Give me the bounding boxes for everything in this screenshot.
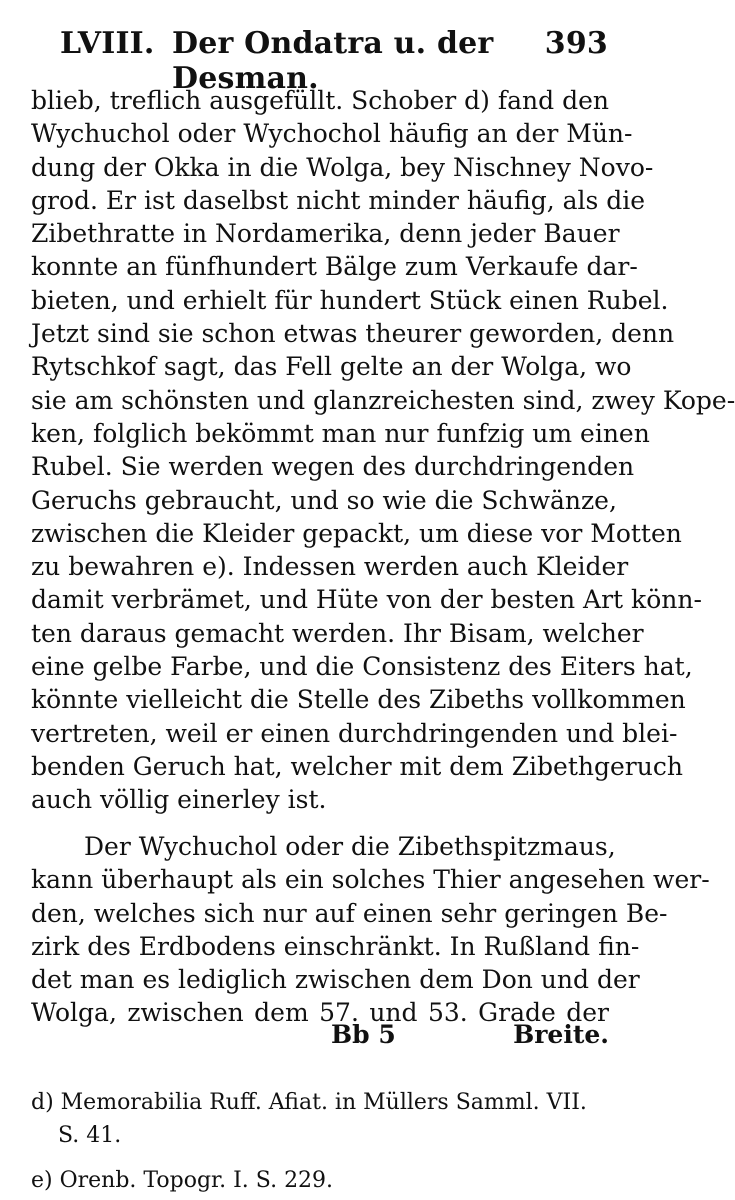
footnotes (31, 1086, 609, 1197)
catchword: Breite. (513, 1020, 609, 1049)
text-line: sie am schönsten und glanzreichesten sind, zwey Kope- (31, 385, 735, 415)
text-line: benden Geruch hat, welcher mit dem Zibethgeruch (31, 751, 683, 781)
text-line: Zibethratte in Nordamerika, denn jeder Bauer (31, 219, 620, 249)
text-line: den, welches sich nur auf einen sehr geringen Be- (31, 898, 668, 928)
text-line: könnte vielleicht die Stelle des Zibeths vollkommen (31, 685, 686, 715)
signature-mark: Bb 5 (331, 1020, 396, 1049)
text-line: zwischen die Kleider gepackt, um diese vor Motten (31, 518, 682, 548)
text-line: vertreten, weil er einen durchdringenden und blei- (31, 718, 678, 748)
text-line: det man es lediglich zwischen dem Don und der (31, 965, 640, 995)
text-line: Geruchs gebraucht, und so wie die Schwänze, (31, 485, 617, 515)
text-line: auch völlig einerley ist. (31, 785, 327, 815)
text-line: ten daraus gemacht werden. Ihr Bisam, welcher (31, 618, 644, 648)
text-line: Wolga, zwischen dem 57. und 53. Grade der (31, 998, 609, 1028)
text-line: Jetzt sind sie schon etwas theurer geworden, denn (31, 319, 675, 349)
running-title: Der Ondatra u. der Desman. (172, 26, 494, 96)
text-line: eine gelbe Farbe, und die Consistenz des Eiters hat, (31, 652, 693, 682)
footnote-d: d) Memorabilia Ruff. Afiat. in Müllers Samml. VII. (31, 1090, 587, 1115)
text-line: kann überhaupt als ein solches Thier angesehen wer- (31, 865, 710, 895)
page-number: 393 (544, 26, 608, 61)
footnote-e: e) Orenb. Topogr. I. S. 229. (31, 1168, 334, 1193)
signature-line (31, 1018, 609, 1051)
text-line: damit verbrämet, und Hüte von der besten Art könn- (31, 585, 702, 615)
text-line: Der Wychuchol oder die Zibethspitzmaus, (84, 832, 616, 861)
text-line: Rytschkof sagt, das Fell gelte an der Wolga, wo (31, 352, 632, 382)
paragraph-2 (31, 830, 710, 1030)
text-line: konnte an fünfhundert Bälge zum Verkaufe dar- (31, 252, 638, 282)
text-line: Rubel. Sie werden wegen des durchdringenden (31, 452, 635, 482)
chapter-number: LVIII. (60, 26, 155, 61)
footnote-d-continued: S. 41. (58, 1123, 122, 1148)
text-line: grod. Er ist daselbst nicht minder häufig, als die (31, 185, 646, 215)
text-line: ken, folglich bekömmt man nur funfzig um einen (31, 418, 650, 448)
text-line: zu bewahren e). Indessen werden auch Kleider (31, 552, 629, 582)
running-header (60, 18, 608, 96)
paragraph-1 (31, 84, 735, 817)
text-line: bieten, und erhielt für hundert Stück einen Rubel. (31, 285, 669, 315)
text-line: dung der Okka in die Wolga, bey Nischney Novo- (31, 152, 654, 182)
text-line: zirk des Erdbodens einschränkt. In Rußland fin- (31, 931, 640, 961)
text-line: blieb, treflich ausgefüllt. Schober d) fand den (31, 86, 609, 115)
text-line: Wychuchol oder Wychochol häufig an der Mün- (31, 119, 633, 149)
